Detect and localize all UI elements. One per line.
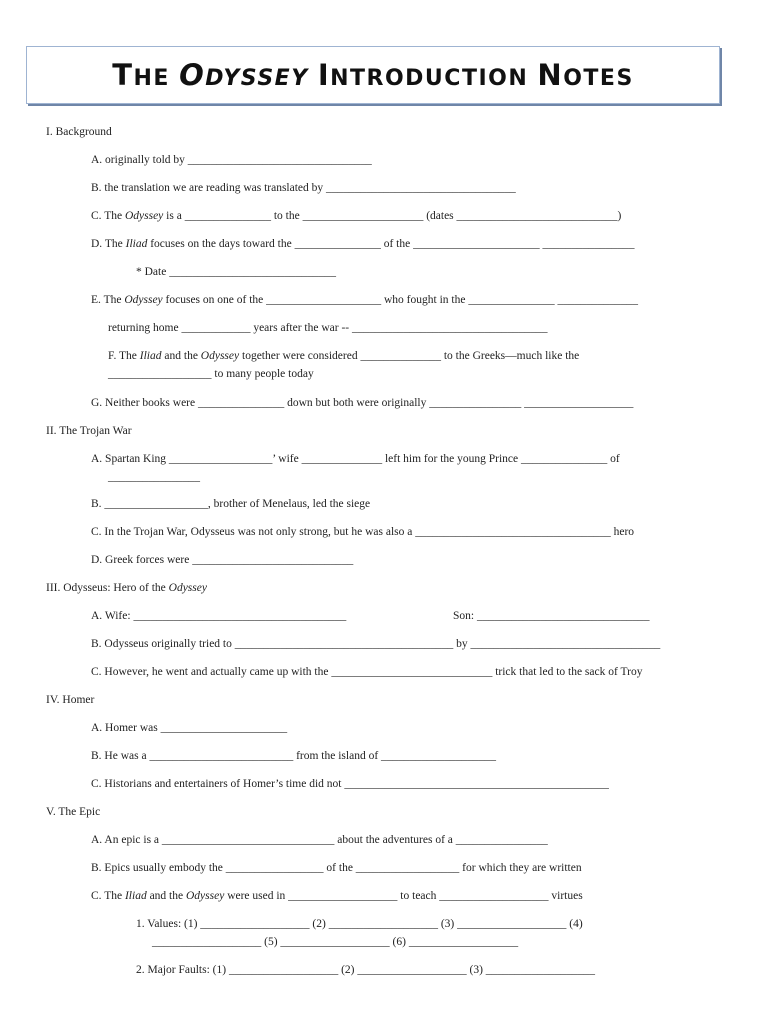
note-line: 1. Values: (1) ___________________ (2) ___________________ (3) ___________________ (4) — [136, 918, 583, 930]
note-line: B. He was a _________________________ from the island of ____________________ — [91, 750, 497, 762]
note-line: B. Epics usually embody the _________________ of the __________________ for which they are written — [91, 862, 582, 874]
note-line: 2. Major Faults: (1) ___________________ (2) ___________________ (3) ___________________ — [136, 964, 596, 976]
note-line: A. Spartan King __________________’ wife ______________ left him for the young Prince _______________ of — [91, 453, 620, 465]
note-line: F. The Iliad and the Odyssey together were considered ______________ to the Greeks—much like the — [108, 350, 580, 362]
note-line: D. The Iliad focuses on the days toward the _______________ of the ______________________ ________________ — [91, 238, 635, 250]
note-line: A. originally told by ________________________________ — [91, 154, 372, 166]
note-line: C. In the Trojan War, Odysseus was not only strong, but he was also a __________________________________ hero — [91, 526, 635, 538]
note-line: A. An epic is a ______________________________ about the adventures of a ________________ — [91, 834, 548, 846]
note-line: A. Wife: _____________________________________ — [91, 610, 347, 622]
note-line: C. The Odyssey is a _______________ to the _____________________ (dates ____________________________) — [91, 210, 622, 222]
note-line: C. Historians and entertainers of Homer’s time did not ______________________________________________ — [91, 778, 609, 790]
section-heading-background: I. Background — [46, 126, 112, 138]
note-line: ___________________ (5) ___________________ (6) ___________________ — [152, 936, 519, 948]
section-heading-trojan-war: II. The Trojan War — [46, 425, 132, 437]
note-line: ________________ — [108, 471, 200, 483]
note-line: B. Odysseus originally tried to ______________________________________ by _________________________________ — [91, 638, 661, 650]
section-heading-homer: IV. Homer — [46, 694, 95, 706]
note-line: __________________ to many people today — [108, 368, 314, 380]
note-line: E. The Odyssey focuses on one of the ____________________ who fought in the _______________ ______________ — [91, 294, 638, 306]
title-box — [26, 46, 720, 104]
page-title: THE ODYSSEY INTRODUCTION NOTES — [112, 58, 634, 92]
note-line: Son: ______________________________ — [453, 610, 650, 622]
note-line: * Date _____________________________ — [136, 266, 336, 278]
note-line: G. Neither books were _______________ down but both were originally ________________ ___________________ — [91, 397, 634, 409]
note-line: returning home ____________ years after the war -- __________________________________ — [108, 322, 548, 334]
note-line: B. the translation we are reading was translated by _________________________________ — [91, 182, 516, 194]
section-heading-epic: V. The Epic — [46, 806, 101, 818]
note-line: C. However, he went and actually came up with the ____________________________ trick that led to the sack of Troy — [91, 666, 643, 678]
note-line: A. Homer was ______________________ — [91, 722, 288, 734]
section-heading-odysseus: III. Odysseus: Hero of the Odyssey — [46, 582, 207, 594]
note-line: D. Greek forces were ____________________________ — [91, 554, 354, 566]
note-line: C. The Iliad and the Odyssey were used in ___________________ to teach ___________________ virtues — [91, 890, 583, 902]
note-line: B. __________________, brother of Menelaus, led the siege — [91, 498, 371, 510]
